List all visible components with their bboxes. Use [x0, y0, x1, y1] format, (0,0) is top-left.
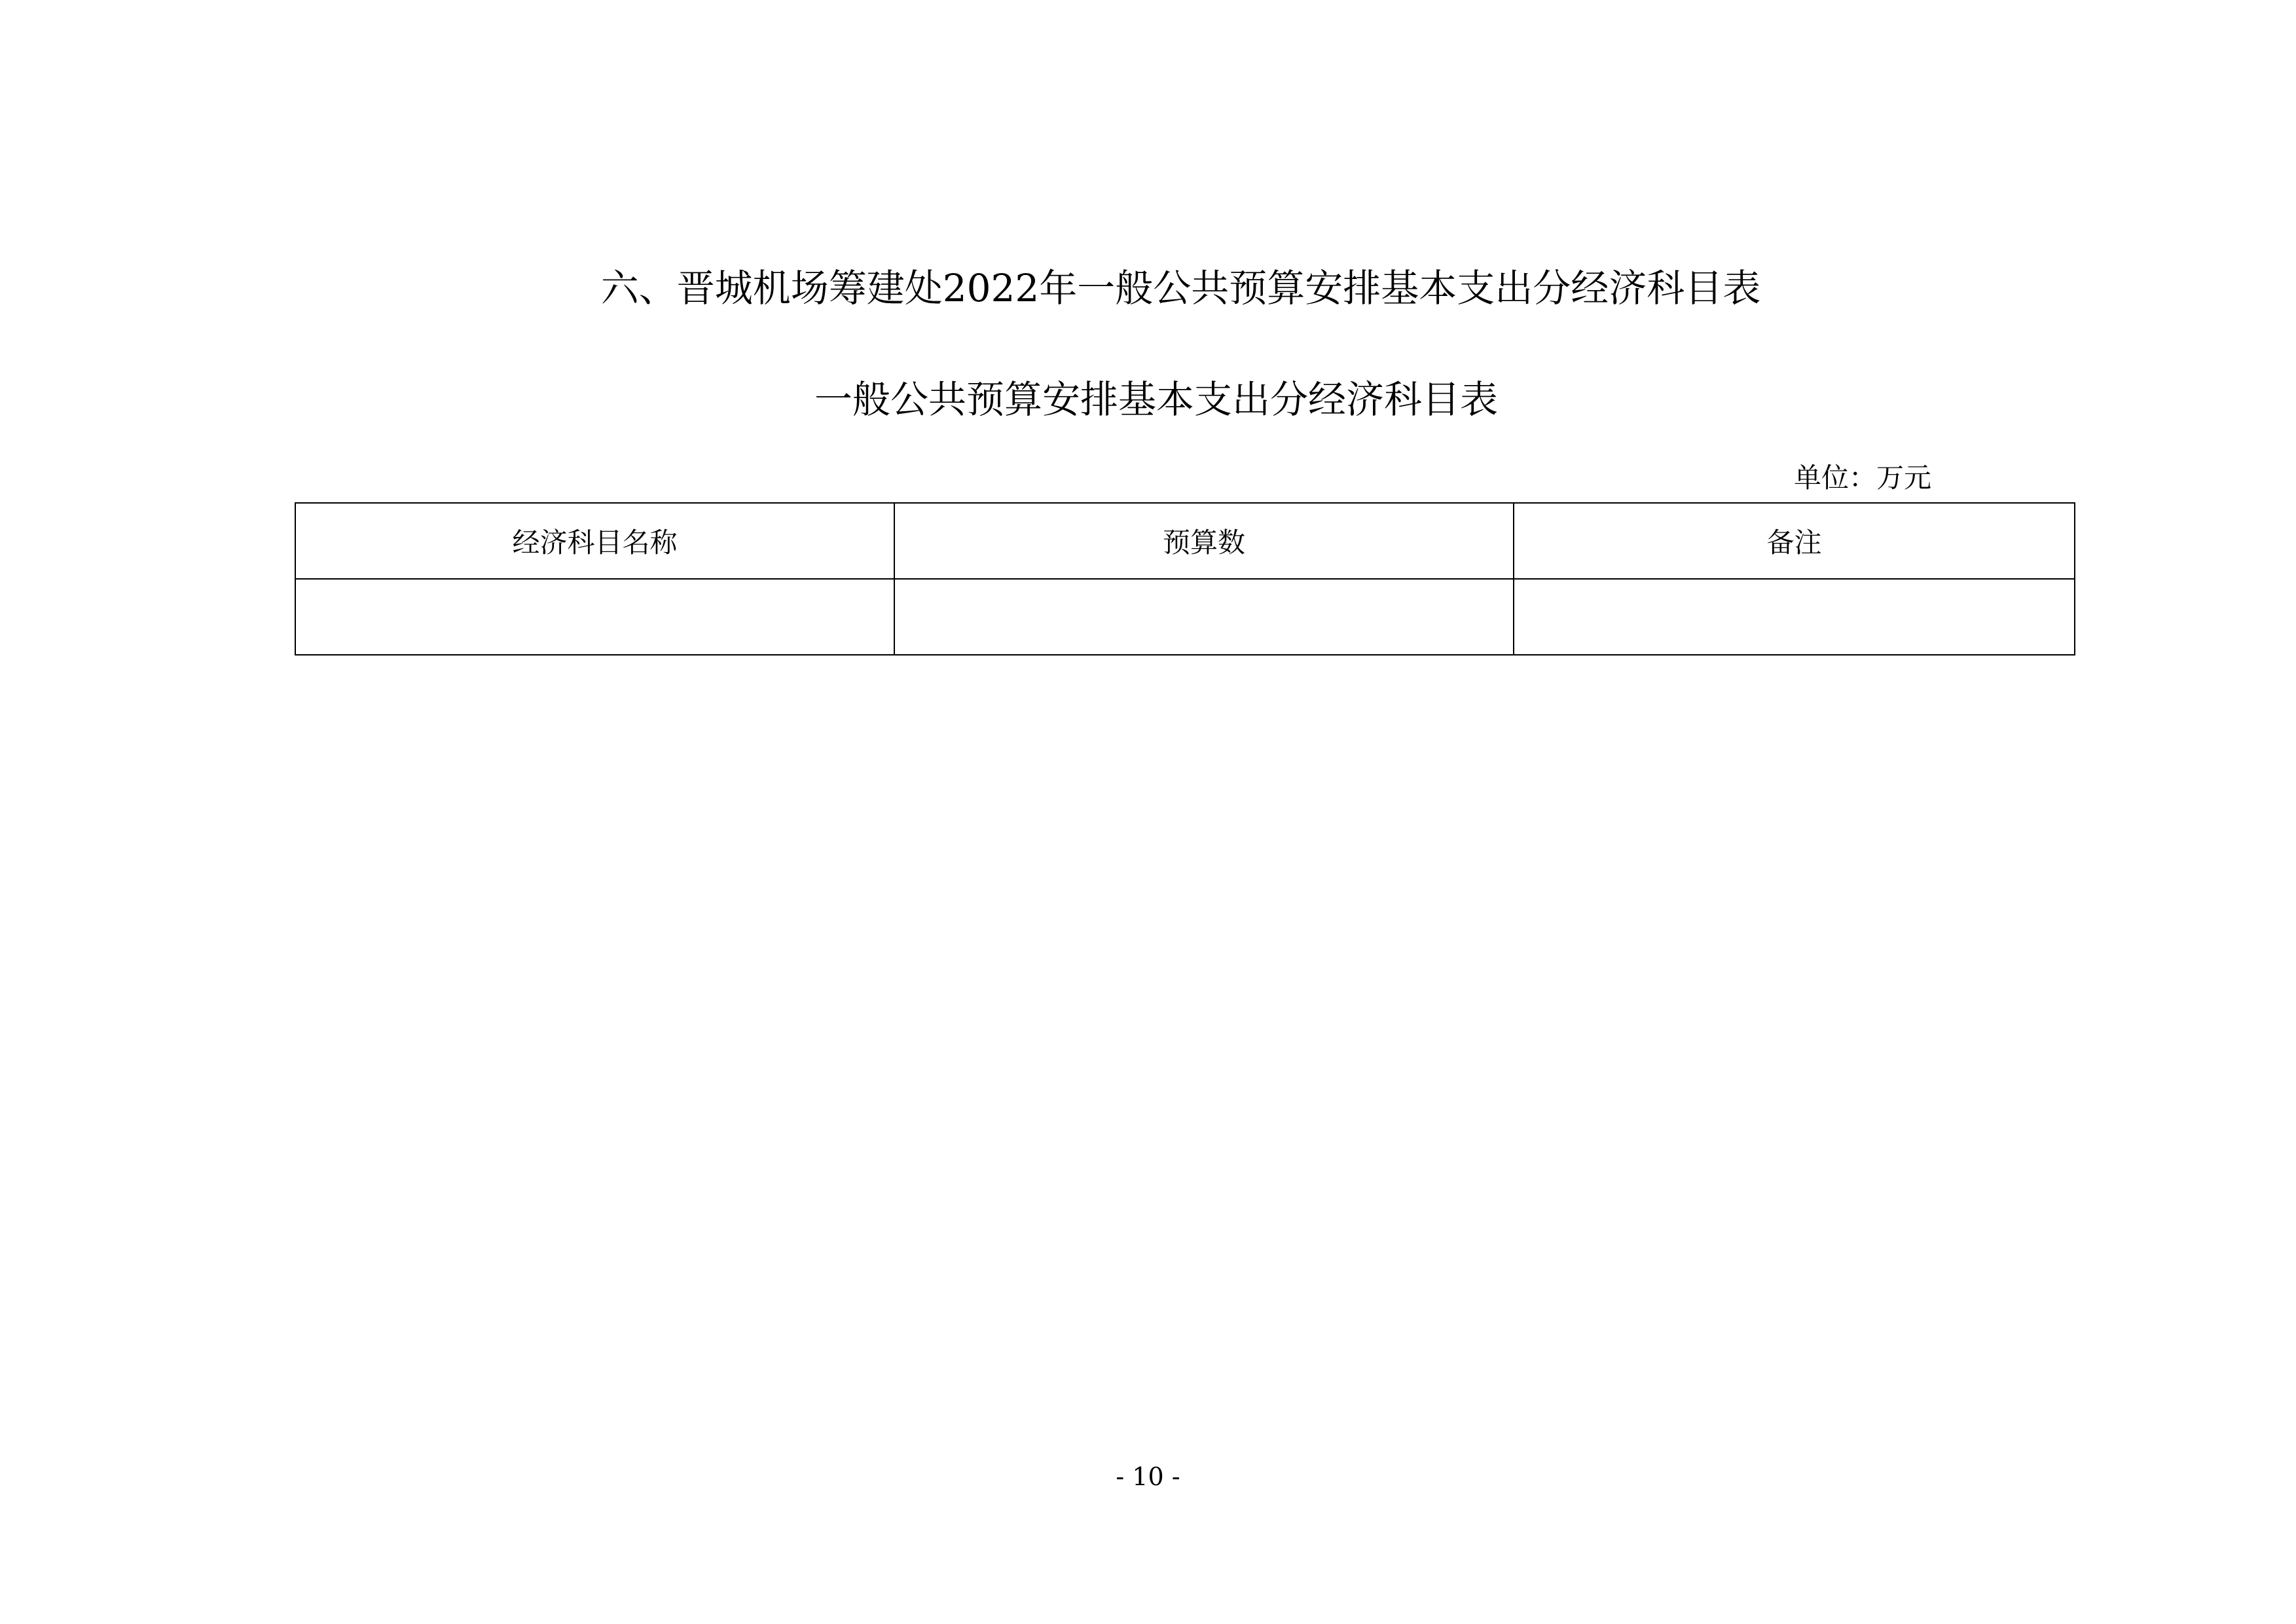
table-row	[295, 579, 2075, 655]
page-title: 六、晋城机场筹建处2022年一般公共预算安排基本支出分经济科目表	[600, 266, 1761, 310]
cell-remarks	[1514, 579, 2075, 655]
table-header-row	[295, 503, 2075, 579]
unit-label: 单位：万元	[1794, 462, 1932, 494]
header-budget-amount: 预算数	[894, 503, 1514, 579]
budget-table	[295, 502, 2075, 655]
table-title: 一般公共预算安排基本支出分经济科目表	[814, 377, 1498, 422]
page-number: - 10 -	[1116, 1462, 1180, 1491]
cell-economic-item-name	[295, 579, 894, 655]
cell-budget-amount	[894, 579, 1514, 655]
header-economic-item-name: 经济科目名称	[295, 503, 894, 579]
header-remarks: 备注	[1514, 503, 2075, 579]
